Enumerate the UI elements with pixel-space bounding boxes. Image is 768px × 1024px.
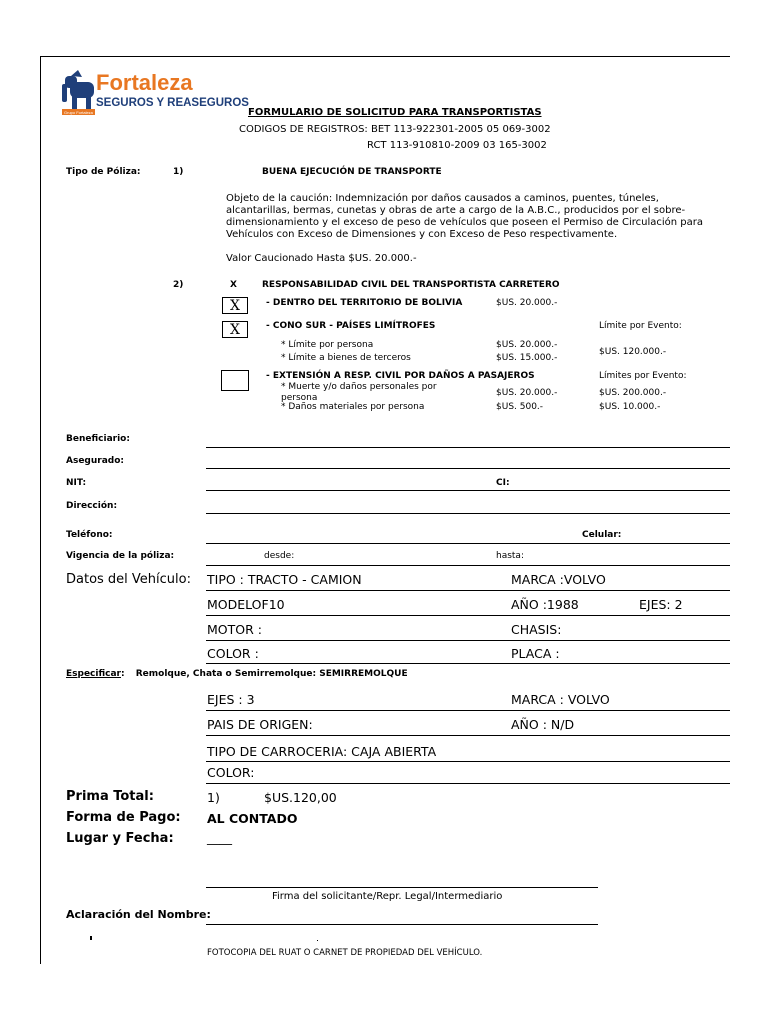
vehicle-tipo-line: [206, 590, 730, 591]
trailer-carroceria: TIPO DE CARROCERIA: CAJA ABIERTA: [207, 744, 437, 759]
page-left-border: [40, 56, 41, 964]
trailer-color: COLOR:: [207, 765, 255, 780]
logo-small-text: Grupo Fortaleza: [64, 110, 93, 115]
vehicle-color: COLOR :: [207, 646, 259, 661]
trailer-pais: PAIS DE ORIGEN:: [207, 717, 313, 732]
trailer-marca: MARCA : VOLVO: [511, 692, 610, 707]
vehicle-motor: MOTOR :: [207, 622, 262, 637]
telefono-field[interactable]: [206, 543, 730, 544]
celular-label: Celular:: [582, 530, 622, 540]
dot-mark-left: [90, 936, 92, 940]
prima-total-label: Prima Total:: [66, 789, 154, 804]
trailer-type-label: Remolque, Chata o Semirremolque: SEMIRREMOLQUE: [135, 669, 408, 679]
aclaracion-label: Aclaración del Nombre:: [66, 908, 211, 921]
trailer-ejes-line: [206, 710, 730, 711]
forma-pago-value: AL CONTADO: [207, 811, 298, 826]
vigencia-field[interactable]: [206, 565, 730, 566]
extension-item2-event: $US. 10.000.-: [599, 402, 661, 412]
extension-item2-amount: $US. 500.-: [496, 402, 544, 412]
registry-codes-line1: CODIGOS DE REGISTROS: BET 113-922301-2005 05 069-3002: [239, 124, 551, 135]
page-top-border: [40, 56, 730, 57]
vehicle-marca: MARCA :VOLVO: [511, 572, 606, 587]
registry-codes-line2: RCT 113-910810-2009 03 165-3002: [367, 140, 547, 151]
extension-label: - EXTENSIÓN A RESP. CIVIL POR DAÑOS A PASAJEROS: [266, 371, 535, 381]
policy-option1-title: BUENA EJECUCIÓN DE TRANSPORTE: [262, 167, 442, 177]
policy-option1-number: 1): [173, 167, 184, 177]
ci-label: CI:: [496, 478, 510, 488]
footer-note: FOTOCOPIA DEL RUAT O CARNET DE PROPIEDAD DEL VEHÍCULO.: [207, 948, 483, 958]
conosur-label: - CONO SUR - PAÍSES LIMÍTROFES: [266, 321, 436, 331]
nit-ci-field[interactable]: [206, 490, 730, 491]
policy-option1-desc-line4: Vehículos con Exceso de Dimensiones y con Exceso de Peso respectivamente.: [226, 229, 618, 240]
trailer-pais-line: [206, 735, 730, 736]
trailer-color-line: [206, 783, 730, 784]
bolivia-label: - DENTRO DEL TERRITORIO DE BOLIVIA: [266, 298, 463, 308]
conosur-item2-amount: $US. 15.000.-: [496, 353, 558, 363]
trailer-specify-row: [66, 669, 408, 679]
conosur-item2: * Límite a bienes de terceros: [281, 353, 411, 363]
form-title: FORMULARIO DE SOLICITUD PARA TRANSPORTISTAS: [248, 107, 542, 118]
vehicle-modelo-line: [206, 615, 730, 616]
vehicle-heading: Datos del Vehículo:: [66, 572, 191, 587]
policy-option1-value: Valor Caucionado Hasta $US. 20.000.-: [226, 253, 417, 264]
lugar-fecha-value[interactable]: ____: [207, 830, 232, 845]
dot-mark-right: [317, 940, 318, 941]
aclaracion-field[interactable]: [206, 924, 598, 925]
bolivia-checkbox[interactable]: X: [222, 297, 248, 314]
extension-item1-line1: * Muerte y/o daños personales por: [281, 382, 437, 392]
especificar-colon: :: [121, 669, 125, 679]
policy-option2-mark: X: [230, 280, 237, 290]
policy-option1-desc-line2: alcantarillas, bermas, cunetas y obras de arte a cargo de la A.B.C., producidos por el sobre-: [226, 205, 686, 216]
vehicle-anio: AÑO :1988: [511, 597, 579, 612]
trailer-anio: AÑO : N/D: [511, 717, 575, 732]
vehicle-tipo: TIPO : TRACTO - CAMION: [207, 572, 362, 587]
vehicle-motor-line: [206, 640, 730, 641]
conosur-limit-label: Límite por Evento:: [599, 321, 682, 331]
logo-brand-text: Fortaleza: [96, 70, 193, 95]
vehicle-modelo: MODELOF10: [207, 597, 285, 612]
policy-option2-title: RESPONSABILIDAD CIVIL DEL TRANSPORTISTA CARRETERO: [262, 280, 560, 290]
extension-item2: * Daños materiales por persona: [281, 402, 425, 412]
telefono-label: Teléfono:: [66, 530, 113, 540]
beneficiario-label: Beneficiario:: [66, 434, 130, 444]
beneficiario-field[interactable]: [206, 447, 730, 448]
vigencia-label: Vigencia de la póliza:: [66, 551, 175, 561]
signature-caption: Firma del solicitante/Repr. Legal/Intermediario: [272, 891, 503, 902]
conosur-item1-amount: $US. 20.000.-: [496, 340, 558, 350]
policy-type-label: Tipo de Póliza:: [66, 167, 141, 177]
direccion-label: Dirección:: [66, 501, 118, 511]
vehicle-color-line: [206, 663, 730, 664]
desde-label: desde:: [264, 551, 295, 561]
extension-limits-label: Límites por Evento:: [599, 371, 687, 381]
conosur-item1: * Límite por persona: [281, 340, 374, 350]
extension-item1-amount: $US. 20.000.-: [496, 388, 558, 398]
policy-option1-desc-line3: dimensionamiento y el exceso de peso de vehículos que poseen el Permiso de Circulación para: [226, 217, 704, 228]
conosur-checkbox[interactable]: X: [222, 321, 248, 338]
bolivia-amount: $US. 20.000.-: [496, 298, 558, 308]
prima-total-number: 1): [207, 790, 220, 805]
hasta-label: hasta:: [496, 551, 524, 561]
especificar-label: Especificar: [66, 669, 121, 679]
policy-option1-desc-line1: Objeto de la caución: Indemnización por daños causados a caminos, puentes, túneles,: [226, 193, 659, 204]
conosur-event-amount: $US. 120.000.-: [599, 347, 667, 357]
fortaleza-logo: [62, 68, 249, 118]
forma-pago-label: Forma de Pago:: [66, 810, 181, 825]
asegurado-field[interactable]: [206, 468, 730, 469]
vehicle-placa: PLACA :: [511, 646, 560, 661]
prima-total-value: $US.120,00: [264, 790, 337, 805]
signature-line[interactable]: [206, 887, 598, 888]
extension-item1-event: $US. 200.000.-: [599, 388, 667, 398]
direccion-field[interactable]: [206, 513, 730, 514]
lugar-fecha-label: Lugar y Fecha:: [66, 831, 174, 846]
trailer-carroceria-line: [206, 761, 730, 762]
policy-option2-number: 2): [173, 280, 184, 290]
logo-tagline-text: SEGUROS Y REASEGUROS: [96, 97, 249, 109]
vehicle-chasis: CHASIS:: [511, 622, 562, 637]
extension-item1-line2: persona: [281, 393, 318, 403]
extension-checkbox[interactable]: [221, 370, 249, 391]
asegurado-label: Asegurado:: [66, 456, 125, 466]
vehicle-ejes: EJES: 2: [639, 597, 683, 612]
nit-label: NIT:: [66, 478, 87, 488]
trailer-ejes: EJES : 3: [207, 692, 255, 707]
